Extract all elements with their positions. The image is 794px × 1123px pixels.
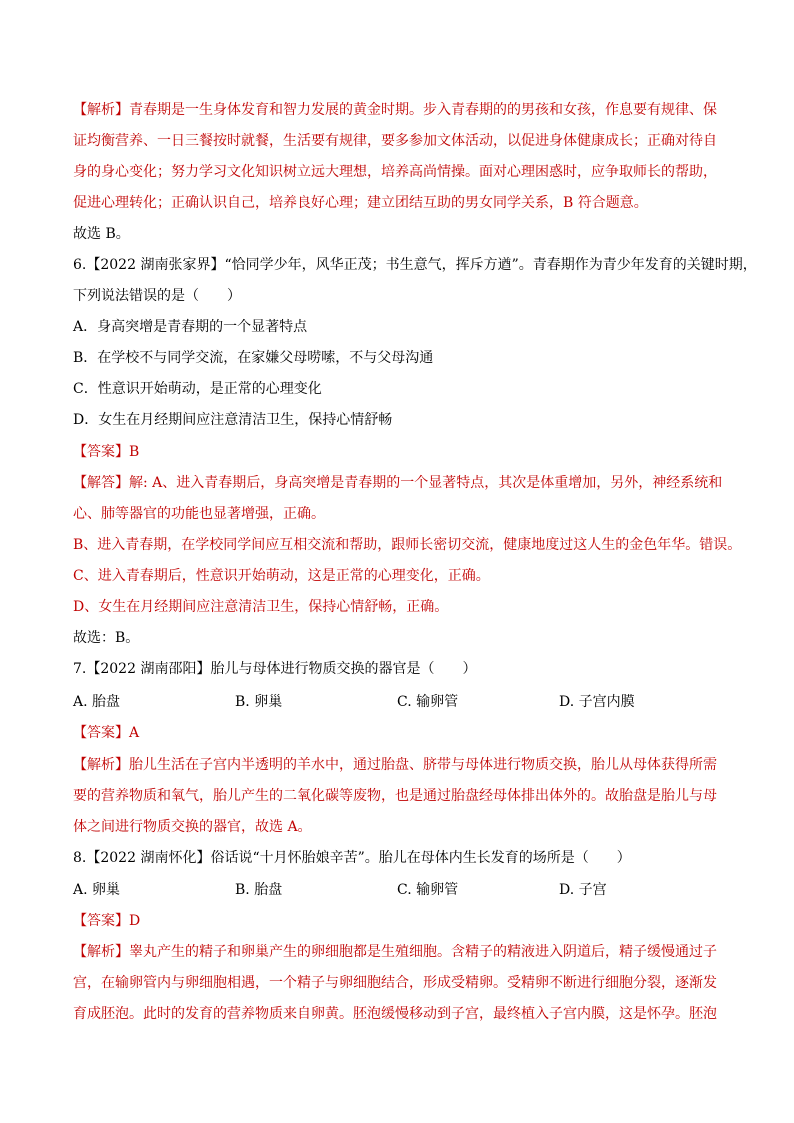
option-b: B. 胎盘	[235, 882, 283, 898]
answer-line	[73, 442, 139, 462]
answer-tag: 【答案】	[73, 725, 129, 741]
question-6-stem-cont: 下列说法错误的是（ ）	[73, 288, 241, 304]
explain-tag: 【解析】	[73, 944, 129, 960]
answer-value: A	[129, 725, 140, 741]
analysis-tag: 【解析】	[73, 102, 129, 118]
option-a: A．身高突增是青春期的一个显著特点	[73, 319, 308, 335]
analysis-line: 证均衡营养、一日三餐按时就餐，生活要有规律，要多参加文体活动，以促进身体健康成长；正确对待自	[73, 133, 717, 149]
option-d: D．女生在月经期间应注意清洁卫生，保持心情舒畅	[73, 412, 393, 428]
answer-choice: 故选 B。	[73, 226, 130, 242]
option-c: C．性意识开始萌动，是正常的心理变化	[73, 381, 322, 397]
question-source: 【2022 湖南邵阳】	[86, 661, 211, 677]
question-source: 【2022 湖南张家界】	[86, 257, 225, 273]
explain-line: D、女生在月经期间应注意清洁卫生，保持心情舒畅，正确。	[73, 599, 449, 615]
option-b: B. 卵巢	[235, 694, 283, 710]
explain-line: 宫，在输卵管内与卵细胞相遇，一个精子与卵细胞结合，形成受精卵。受精卵不断进行细胞分裂，逐渐发	[73, 975, 717, 991]
explain-line: 体之间进行物质交换的器官，故选 A。	[73, 819, 312, 835]
option-c: C. 输卵管	[397, 882, 459, 898]
question-6-stem: 6.【2022 湖南张家界】“恰同学少年，风华正茂；书生意气，挥斥方遒”。青春期作为青少年发育的关键时期，	[73, 257, 757, 273]
question-7-stem: 7.【2022 湖南邵阳】胎儿与母体进行物质交换的器官是（ ）	[73, 661, 477, 677]
explain-line: B、进入青春期，在学校同学间应互相交流和帮助，跟师长密切交流，健康地度过这人生的金色年华。错误。	[73, 537, 742, 553]
explain-line: C、进入青春期后，性意识开始萌动，这是正常的心理变化，正确。	[73, 568, 490, 584]
explain-line: 育成胚泡。此时的发育的营养物质来自卵黄。胚泡缓慢移动到子宫，最终植入子宫内膜，这是怀孕。胚泡	[73, 1006, 717, 1022]
explain-line: 心、肺等器官的功能也显著增强，正确。	[73, 506, 325, 522]
option-a: A. 胎盘	[73, 694, 121, 710]
explain-tag: 【解答】	[73, 475, 129, 491]
explain-line: 【解析】胎儿生活在子宫内半透明的羊水中，通过胎盘、脐带与母体进行物质交换，胎儿从母体获得所需	[73, 757, 717, 773]
option-b: B．在学校不与同学交流，在家嫌父母唠嗦，不与父母沟通	[73, 350, 434, 366]
answer-tag: 【答案】	[73, 913, 129, 929]
analysis-line: 促进心理转化；正确认识自己，培养良好心理；建立团结互助的男女同学关系，B 符合题意。	[73, 195, 648, 211]
answer-value: D	[129, 913, 141, 929]
explain-line: 要的营养物质和氧气，胎儿产生的二氧化碳等废物，也是通过胎盘经母体排出体外的。故胎盘是胎儿与母	[73, 788, 717, 804]
answer-value: B	[129, 444, 140, 460]
option-c: C. 输卵管	[397, 694, 459, 710]
answer-tag: 【答案】	[73, 444, 129, 460]
analysis-line: 【解析】青春期是一生身体发育和智力发展的黄金时期。步入青春期的的男孩和女孩，作息要有规律、保	[73, 102, 717, 118]
question-source: 【2022 湖南怀化】	[86, 850, 211, 866]
answer-line	[73, 911, 140, 931]
option-d: D. 子宫	[559, 882, 607, 898]
option-d: D. 子宫内膜	[559, 694, 635, 710]
explain-line: 【解析】睾丸产生的精子和卵巢产生的卵细胞都是生殖细胞。含精子的精液进入阴道后，精子缓慢通过子	[73, 944, 717, 960]
analysis-line: 身的身心变化；努力学习文化知识树立远大理想，培养高尚情操。面对心理困惑时，应争取师长的帮助，	[73, 164, 717, 180]
question-8-stem: 8.【2022 湖南怀化】俗话说“十月怀胎娘辛苦”。胎儿在母体内生长发育的场所是（ ）	[73, 850, 631, 866]
answer-line	[73, 723, 139, 743]
explain-line: 【解答】解: A、进入青春期后，身高突增是青春期的一个显著特点，其次是体重增加，另外，神经系统和	[73, 475, 723, 491]
option-a: A. 卵巢	[73, 882, 121, 898]
answer-choice: 故选：B。	[73, 630, 140, 646]
explain-tag: 【解析】	[73, 757, 129, 773]
